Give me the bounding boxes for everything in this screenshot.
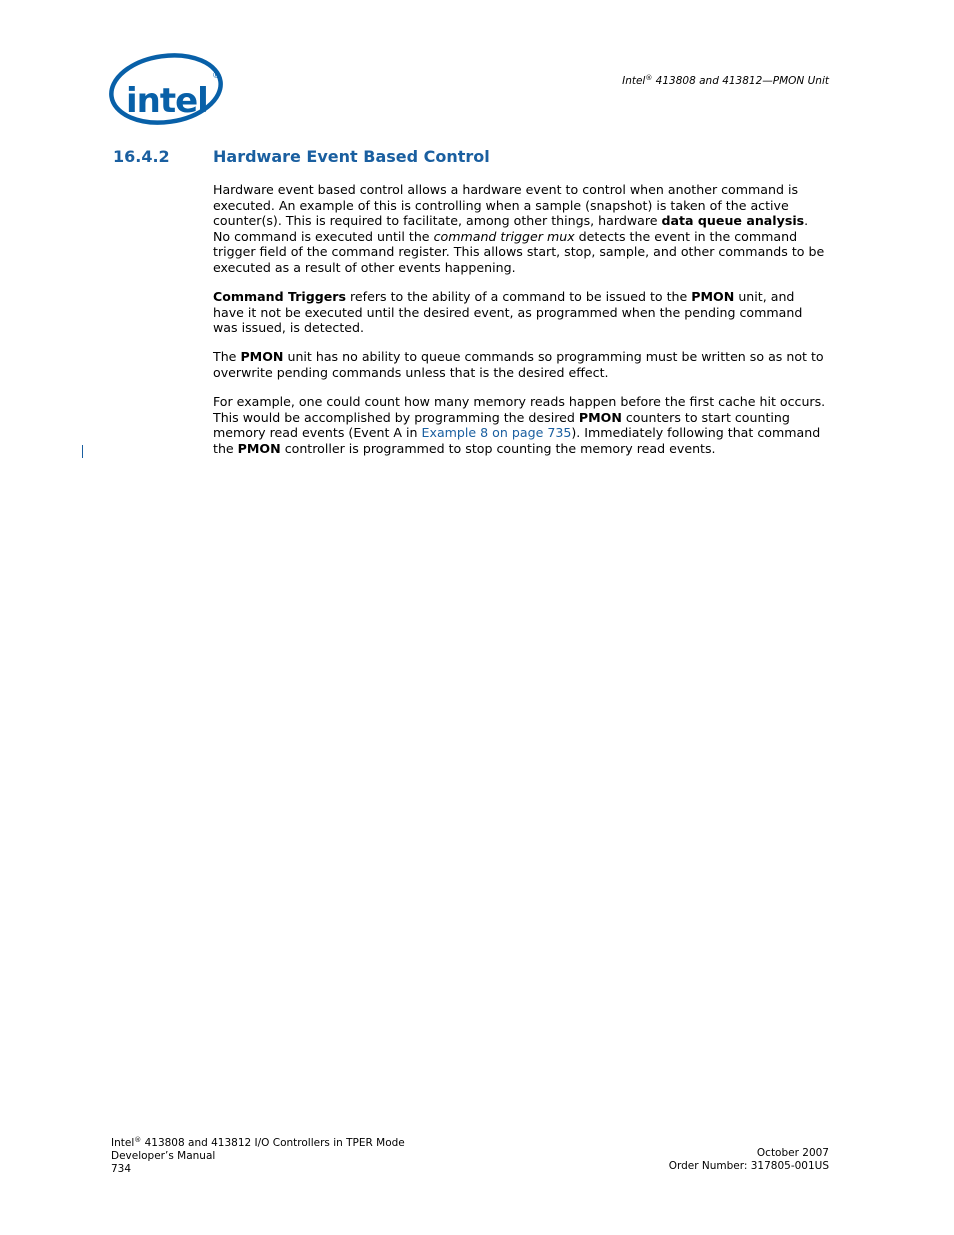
p4-bold-pmon-2: PMON [237, 440, 281, 456]
body-text [213, 182, 829, 470]
footer-doc-title [111, 1134, 405, 1150]
change-bar [82, 445, 83, 458]
p4-text-2: counters to start counting memory read events (Event A in [213, 409, 790, 441]
p1-bold-term: data queue analysis [661, 213, 805, 229]
p4-text-3: ). Immediately following that command the [213, 425, 821, 456]
p4-text-1: For example, one could count how many memory reads happen before the first cache hit occurs. This would be accomplished by programming the desired [213, 394, 826, 425]
page-number: 734 [111, 1163, 132, 1175]
section-title: Hardware Event Based Control [213, 147, 490, 166]
example-8-link[interactable]: Example 8 on page 735 [421, 425, 572, 441]
header-title: 413808 and 413812—PMON Unit [652, 75, 829, 87]
intel-logo-text: intel [126, 81, 208, 121]
p3-bold-pmon: PMON [240, 349, 284, 365]
p1-italic-term: command trigger mux [433, 228, 575, 244]
p4-text-4: controller is programmed to stop counting the memory read events. [280, 440, 716, 456]
p2-bold-term: Command Triggers [213, 289, 347, 305]
footer-brand: Intel [111, 1137, 135, 1149]
p1-text-1: Hardware event based control allows a hardware event to control when another command is executed. An example of this is controlling when a sample (snapshot) is taken of the active counter(s). This is required to facilitate, among other things, hardware [213, 182, 799, 229]
footer-title-rest: 413808 and 413812 I/O Controllers in TPER Mode [141, 1137, 405, 1149]
p2-bold-pmon: PMON [691, 289, 735, 305]
section-number: 16.4.2 [113, 147, 170, 166]
paragraph-1 [213, 182, 829, 276]
footer-order-number: Order Number: 317805-001US [668, 1160, 829, 1172]
footer-manual-type: Developer’s Manual [111, 1150, 216, 1162]
footer-registered: ® [134, 1136, 142, 1144]
header-brand: Intel [622, 75, 646, 87]
section-heading [113, 147, 490, 166]
footer-right [669, 1147, 829, 1173]
footer-left [111, 1134, 405, 1176]
paragraph-3 [213, 349, 829, 380]
logo-registered-mark: ® [212, 71, 221, 81]
p2-text-2: unit, and have it not be executed until the desired event, as programmed when the pending command was issued, is detected. [213, 289, 803, 336]
p2-text-1: refers to the ability of a command to be issued to the [346, 289, 692, 305]
footer-date: October 2007 [756, 1147, 829, 1159]
p1-text-2: . No command is executed until the [213, 213, 809, 244]
p3-text-1: The [213, 349, 241, 365]
intel-logo-graphic [108, 48, 230, 130]
paragraph-4 [213, 394, 829, 456]
intel-logo [108, 48, 230, 130]
p4-bold-pmon: PMON [578, 409, 622, 425]
header-registered: ® [645, 74, 653, 82]
p3-text-2: unit has no ability to queue commands so programming must be written so as not to overwrite pending commands unless that is the desired effect. [213, 349, 824, 380]
running-header [622, 74, 829, 87]
paragraph-2 [213, 289, 829, 336]
p1-text-3: detects the event in the command trigger field of the command register. This allows start, stop, sample, and other commands to be executed as a result of other events happening. [213, 228, 825, 275]
